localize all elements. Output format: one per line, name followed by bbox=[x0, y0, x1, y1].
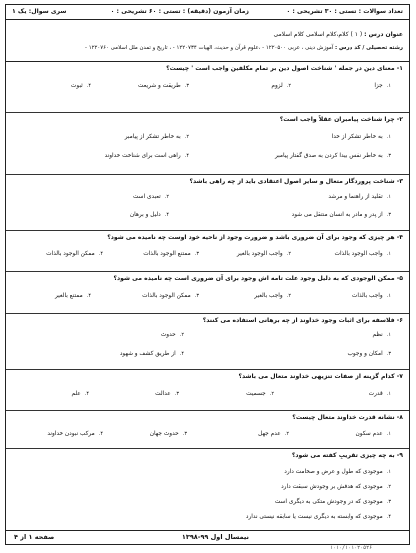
question-1 bbox=[6, 62, 409, 113]
option[interactable]: ۴.موجودی که وابسته به دیگری نیست یا سابقه نیستی ندارد bbox=[245, 514, 391, 520]
option[interactable]: ۱.به خاطر تشکر از خدا bbox=[331, 134, 391, 140]
option[interactable]: ۲.واجب الوجود بالغیر bbox=[236, 251, 291, 257]
question-8 bbox=[6, 411, 409, 449]
course-title-label: عنوان درس : bbox=[364, 31, 403, 38]
question-text: ۱- معنای دین در جمله ' شناخت اصول دین بر تمام مکلفین واجب است ' چیست؟ bbox=[166, 65, 403, 72]
question-7 bbox=[6, 370, 409, 411]
option[interactable]: ۲.به خاطر تشکر از پیامبر bbox=[124, 134, 189, 140]
question-text: ۶- فلاسفه برای اثبات وجود خداوند از چه برهانی استفاده می کنند؟ bbox=[202, 317, 403, 324]
question-text: ۸- نشانه قدرت خداوند متعال چیست؟ bbox=[292, 414, 403, 421]
question-2 bbox=[6, 113, 409, 175]
page-number: صفحه ۱ از ۴ bbox=[14, 533, 55, 541]
field-value: آموزش دینی ، عربی ۱۲۲۰۵۰۰ - ،علوم قرآن و حدیث، الهیات ۱۲۲۰۷۳۴ - ، تاریخ و تمدن ملل اسلامی ۱۲۲۰۷۶۰ - bbox=[85, 45, 334, 51]
question-count: تعداد سوالات : تستی : ۳۰ تشریحی : ۰ bbox=[286, 8, 403, 15]
option[interactable]: ۳.عدالت bbox=[155, 391, 179, 397]
course-title: ( ۱ ) کلام،کلام اسلامی کلام اسلامی bbox=[273, 31, 363, 38]
option[interactable]: ۴.ممتنع بالغیر bbox=[54, 293, 91, 299]
option[interactable]: ۴.ثبوت bbox=[70, 83, 91, 89]
question-5 bbox=[6, 272, 409, 314]
course-info bbox=[6, 20, 409, 62]
option[interactable]: ۴.علم bbox=[71, 391, 89, 397]
option[interactable]: ۴.مرکب نبودن خداوند bbox=[47, 431, 103, 437]
option[interactable]: ۴.ممکن الوجود بالذات bbox=[46, 251, 103, 257]
question-text: ۲- چرا شناخت پیامبران عقلاً واجب است؟ bbox=[279, 116, 403, 123]
question-6 bbox=[6, 314, 409, 370]
option[interactable]: ۱.عدم سکون bbox=[355, 431, 391, 437]
option[interactable]: ۳.ممتنع الوجود بالذات bbox=[143, 251, 199, 257]
option[interactable]: ۳.حدوث جهان bbox=[149, 431, 187, 437]
option[interactable]: ۲.موجودی که هدفش بر وجودش سبقت دارد bbox=[281, 484, 391, 490]
series-label: سری سوال: یک ۱ bbox=[12, 8, 67, 15]
question-3 bbox=[6, 175, 409, 231]
option[interactable]: ۳.امکان و وجوب bbox=[347, 351, 391, 357]
option[interactable]: ۴.راهی است برای شناخت خداوند bbox=[104, 153, 189, 159]
exam-time: زمان آزمون (دقیقه) : تستی : ۶۰ تشریحی : ۰ bbox=[110, 8, 249, 15]
option[interactable]: ۱.قدرت bbox=[368, 391, 391, 397]
option[interactable]: ۳.موجودی که در وجودش متکی به دیگری است bbox=[274, 499, 391, 505]
exam-page bbox=[5, 4, 410, 545]
header-row bbox=[6, 5, 409, 20]
option[interactable]: ۱.واجب الوجود بالذات bbox=[334, 251, 391, 257]
page-footer bbox=[6, 530, 409, 544]
question-4 bbox=[6, 231, 409, 272]
option[interactable]: ۱.موجودی که طول و عرض و صخامت دارد bbox=[284, 469, 391, 475]
question-9 bbox=[6, 449, 409, 532]
option[interactable]: ۲.لزوم bbox=[271, 83, 291, 89]
option[interactable]: ۱.تقلید از راهنما و مرشد bbox=[328, 194, 391, 200]
document-code: ۱۰۱۰/۱۰۱۰۲۰۵۲۶ bbox=[330, 545, 373, 551]
option[interactable]: ۲.جسمیت bbox=[246, 391, 274, 397]
term-label: نیمسال اول ۹۹-۱۳۹۸ bbox=[181, 533, 249, 541]
option[interactable]: ۴.از طریق کشف و شهود bbox=[119, 351, 184, 357]
option[interactable]: ۱.واجب بالذات bbox=[351, 293, 391, 299]
question-text: ۷- کدام گزینه از صفات تنزیهی خداوند متعال می باشد؟ bbox=[238, 373, 403, 380]
option[interactable]: ۲.تعبدی است bbox=[132, 194, 169, 200]
field-label: رشته تحصیلی / کد درس : bbox=[334, 45, 403, 51]
option[interactable]: ۴.دلیل و برهان bbox=[129, 212, 169, 218]
question-text: ۹- به چه چیزی تقریبِ کفته می شود؟ bbox=[291, 452, 403, 459]
option[interactable]: ۱.جزا bbox=[374, 83, 391, 89]
option[interactable]: ۲.واجب بالغیر bbox=[254, 293, 291, 299]
question-text: ۴- هر چیزی که وجود برای آن ضروری باشد و ضرورت وجود از ناحیه خود اوست چه نامیده می شود؟ bbox=[107, 234, 403, 241]
option[interactable]: ۲.عدم جهل bbox=[258, 431, 289, 437]
option[interactable]: ۳.از پدر و مادر به انسان منتقل می شود bbox=[291, 212, 391, 218]
option[interactable]: ۳.به خاطر نفس بیدا کردن به صدق گفتار پیامبر bbox=[274, 153, 391, 159]
option[interactable]: ۲.حدوث bbox=[160, 332, 184, 338]
question-text: ۳- شناخت پروردگار متعال و سایر اصول اعتقادی باید از چه راهی باشد؟ bbox=[189, 178, 403, 185]
option[interactable]: ۳.ممکن الوجود بالذات bbox=[142, 293, 199, 299]
question-text: ۵- ممکن الوجودی که به دلیل وجود علت تامه اش وجود برای آن ضروری است چه نامیده می شود؟ bbox=[113, 275, 403, 282]
option[interactable]: ۳.طریقت و شریعت bbox=[138, 83, 189, 89]
option[interactable]: ۱.نظم bbox=[372, 332, 391, 338]
